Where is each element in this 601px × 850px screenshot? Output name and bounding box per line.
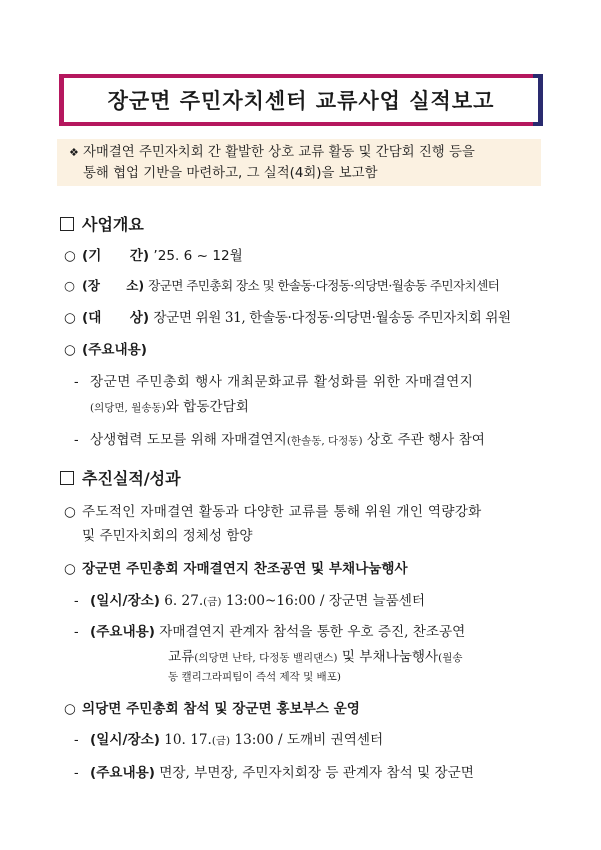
event1-when [74, 589, 554, 609]
circle-bullet-icon: ○ [64, 561, 76, 577]
event1-content-small2: (월송 [438, 652, 463, 664]
summary-box [57, 139, 541, 186]
page-title: 장군면 주민자치센터 교류사업 실적보고 [64, 78, 538, 122]
event1-date: 6. 27. [164, 593, 204, 609]
event1-content-cont2 [168, 668, 548, 684]
content-label: (주요내용) [82, 342, 147, 358]
target-value: 장군면 위원 31, 한솔동·다정동·의당면·월송동 주민자치회 위원 [153, 310, 511, 326]
summary-line-2: 통해 협업 기반을 마련하고, 그 실적(4회)을 보고함 [83, 166, 378, 181]
event1-content-text: 자매결연지 관계자 참석을 통한 우호 증진, 찬조공연 [159, 624, 466, 640]
event1-title-text: 장군면 주민총회 자매결연지 찬조공연 및 부채나눔행사 [82, 561, 408, 577]
circle-bullet-icon: ○ [64, 248, 76, 264]
dash-bullet: - [74, 593, 79, 609]
event2-content-label: (주요내용) [90, 765, 155, 781]
title-banner [59, 74, 543, 126]
section-heading-results [60, 466, 181, 489]
item1-text: 장군면 주민총회 행사 개최문화교류 활성화를 위한 자매결연지 [90, 374, 474, 390]
event1-content-small: (의당면 난타, 다정동 밸리댄스) [194, 652, 338, 664]
section-heading-overview [60, 212, 144, 235]
dash-bullet: - [74, 732, 79, 748]
section-heading-text: 사업개요 [82, 215, 144, 234]
circle-bullet-icon: ○ [64, 342, 76, 358]
circle-bullet-icon: ○ [64, 310, 76, 326]
period-label: (기 간) [82, 248, 150, 264]
checkbox-square-icon [60, 471, 74, 485]
overview-place [64, 275, 544, 294]
event2-content-text: 면장, 부면장, 주민자치회장 등 관계자 참석 및 장군면 [159, 765, 474, 781]
event1-title [64, 557, 544, 577]
place-label: (장 소) [82, 278, 145, 293]
event2-when [74, 728, 554, 748]
dash-bullet: - [74, 765, 79, 781]
intro-cont-text: 및 주민자치회의 정체성 함양 [82, 528, 253, 544]
overview-item-1 [74, 370, 554, 390]
event2-title [64, 697, 544, 717]
event1-when-text: 13:00~16:00 / 장군면 늘품센터 [225, 593, 426, 609]
event1-content [74, 620, 554, 640]
target-label: (대 상) [82, 310, 150, 326]
item2-text: 상생협력 도모를 위해 자매결연지 [90, 432, 287, 448]
circle-bullet-icon: ○ [64, 701, 76, 717]
intro-text: 주도적인 자매결연 활동과 다양한 교류를 통해 위원 개인 역량강화 [82, 504, 482, 520]
period-value: ’25. 6 ~ 12월 [153, 248, 243, 264]
event1-content-b2: 및 부채나눔행사 [341, 649, 439, 665]
event1-content-b1: 교류 [168, 649, 195, 665]
results-intro [64, 500, 544, 520]
results-intro-cont [82, 524, 562, 544]
diamond-bullet-icon: ❖ [69, 146, 79, 159]
event1-when-label: (일시/장소) [90, 593, 160, 609]
overview-item-1-cont [90, 395, 570, 415]
circle-bullet-icon: ○ [64, 504, 76, 520]
event2-when-label: (일시/장소) [90, 732, 160, 748]
item2-text-b: 상호 주관 행사 참여 [366, 432, 485, 448]
checkbox-square-icon [60, 217, 74, 231]
summary-line-1: 자매결연 주민자치회 간 활발한 상호 교류 활동 및 간담회 진행 등을 [83, 145, 475, 160]
section-heading-text: 추진실적/성과 [82, 469, 181, 488]
event2-day: (금) [211, 735, 231, 747]
circle-bullet-icon: ○ [64, 278, 75, 293]
overview-period [64, 244, 544, 264]
item1-cont-text: 와 합동간담회 [165, 399, 249, 415]
dash-bullet: - [74, 624, 79, 640]
event1-content-c: 동 캘리그라피팀이 즉석 제작 및 배포) [168, 671, 341, 683]
event2-content [74, 761, 554, 781]
event1-content-cont [168, 645, 548, 665]
event2-title-text: 의당면 주민총회 참석 및 장군면 홍보부스 운영 [82, 701, 360, 717]
overview-target [64, 306, 544, 326]
event1-content-label: (주요내용) [90, 624, 155, 640]
item1-small: (의당면, 월송동) [90, 402, 166, 414]
event1-day: (금) [203, 596, 222, 608]
dash-bullet: - [74, 374, 79, 390]
overview-item-2 [74, 428, 554, 448]
event2-when-text: 13:00 / 도깨비 권역센터 [234, 732, 384, 748]
event2-date: 10. 17. [164, 732, 212, 748]
item2-small: (한솔동, 다정동) [286, 435, 363, 447]
place-value: 장군면 주민총회 장소 및 한솔동·다정동·의당면·월송동 주민자치센터 [148, 278, 500, 293]
dash-bullet: - [74, 432, 79, 448]
overview-content [64, 338, 544, 358]
